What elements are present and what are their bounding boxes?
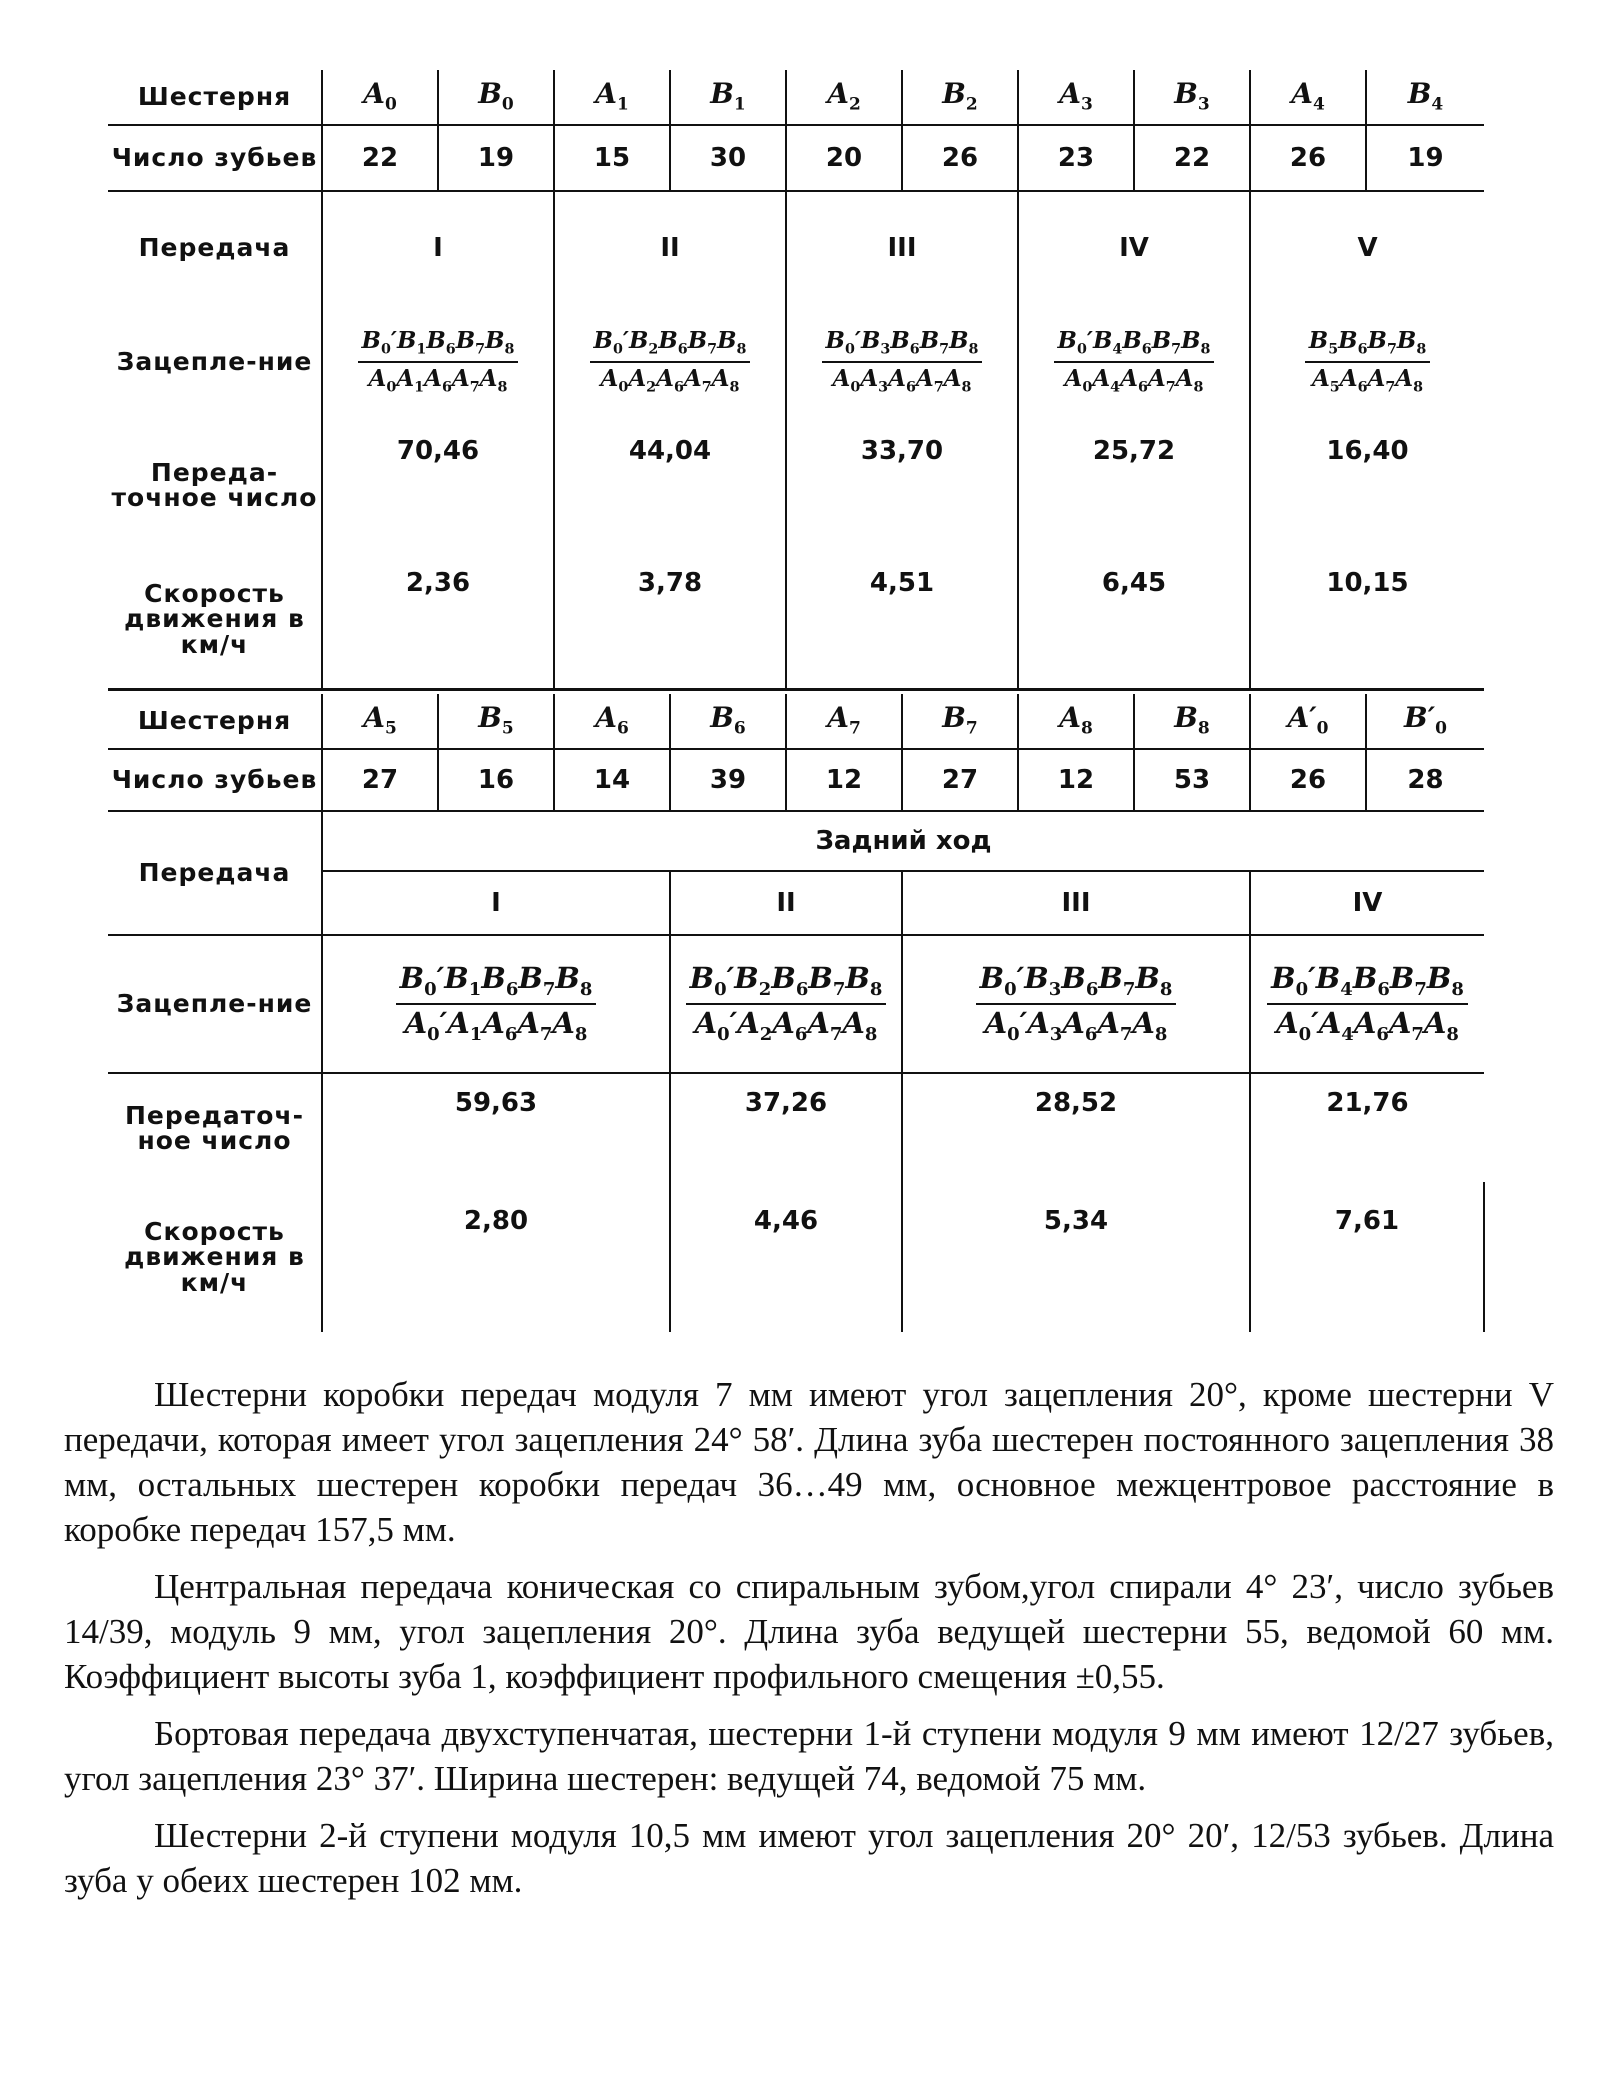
stage-cell: V bbox=[1250, 191, 1484, 304]
teeth-row bbox=[108, 749, 1484, 811]
mesh-row bbox=[108, 935, 1484, 1073]
mesh-denominator: $A_0A_4A_6A_7A_8$ bbox=[1064, 365, 1204, 396]
row-label-mesh: Зацепле-ние bbox=[108, 935, 322, 1073]
mesh-denominator: $A_0A_2A_6A_7A_8$ bbox=[600, 365, 740, 396]
mesh-denominator: $A_0A_3A_6A_7A_8$ bbox=[832, 365, 972, 396]
gear-cell: $B_1$ bbox=[670, 70, 786, 125]
stage-cell: III bbox=[786, 191, 1018, 304]
teeth-cell: 19 bbox=[1366, 125, 1484, 191]
speed-cell: 4,46 bbox=[670, 1182, 902, 1332]
mesh-cell bbox=[554, 304, 786, 420]
speed-cell: 6,45 bbox=[1018, 550, 1250, 688]
gear-table-reverse bbox=[108, 694, 1485, 1332]
gear-cell: $A_7$ bbox=[786, 694, 902, 749]
speed-cell: 2,36 bbox=[322, 550, 554, 688]
stage-cell: IV bbox=[1250, 871, 1484, 935]
mesh-numerator: $B_5B_6B_7B_8$ bbox=[1305, 329, 1431, 363]
row-label-speed: Скорость движения в км/ч bbox=[124, 578, 305, 659]
reverse-label: Задний ход bbox=[322, 811, 1484, 871]
paragraph: Шестерни коробки передач модуля 7 мм имеют угол зацепления 20°, кроме шестерни V передачи, которая имеет угол зацепления 24° 58′. Длина зуба шестерен постоянного зацепления 38 мм, остальных шестерен коробки передач 36…49 мм, основное межцентровое расстояние в коробке передач 157,5 мм. bbox=[64, 1375, 1554, 1549]
teeth-cell: 39 bbox=[670, 749, 786, 811]
teeth-cell: 26 bbox=[1250, 125, 1366, 191]
gear-cell: $A_1$ bbox=[554, 70, 670, 125]
stage-cell: II bbox=[670, 871, 902, 935]
row-label-teeth: Число зубьев bbox=[108, 749, 322, 811]
gear-cell: $A'_0$ bbox=[1250, 694, 1366, 749]
teeth-cell: 19 bbox=[438, 125, 554, 191]
mesh-numerator: $B_0'B_4B_6B_7B_8$ bbox=[1267, 964, 1468, 1005]
row-label-ratio: Передаточ-ное число bbox=[108, 1073, 322, 1182]
stage-cell: IV bbox=[1018, 191, 1250, 304]
mesh-cell bbox=[1250, 935, 1484, 1073]
mesh-cell bbox=[322, 304, 554, 420]
row-label-speed: Скорость движения в км/ч bbox=[124, 1216, 305, 1297]
ratio-cell: 33,70 bbox=[786, 420, 1018, 550]
gear-cell: $A_5$ bbox=[322, 694, 438, 749]
mesh-cell bbox=[902, 935, 1250, 1073]
mesh-cell bbox=[1018, 304, 1250, 420]
speed-row bbox=[108, 1182, 1484, 1332]
paragraph: Центральная передача коническая со спиральным зубом,угол спирали 4° 23′, число зубьев 14/39, модуль 9 мм, угол зацепления 20°. Длина зуба ведущей шестерни 55, ведомой 60 мм. Коэффициент высоты зуба 1, коэффициент профильного смещения ±0,55. bbox=[64, 1567, 1554, 1696]
mesh-denominator: $A_0'A_3A_6A_7A_8$ bbox=[984, 1006, 1168, 1045]
ratio-cell: 16,40 bbox=[1250, 420, 1484, 550]
teeth-row bbox=[108, 125, 1484, 191]
row-label-stage: Передача bbox=[108, 811, 322, 935]
gear-cell: $B_0$ bbox=[438, 70, 554, 125]
gear-cell: $A_0$ bbox=[322, 70, 438, 125]
teeth-cell: 53 bbox=[1134, 749, 1250, 811]
gear-cell: $B'_0$ bbox=[1366, 694, 1484, 749]
teeth-cell: 12 bbox=[786, 749, 902, 811]
mesh-cell bbox=[1250, 304, 1484, 420]
stage-cell: I bbox=[322, 191, 554, 304]
gear-cell: $B_7$ bbox=[902, 694, 1018, 749]
gear-cell: $A_3$ bbox=[1018, 70, 1134, 125]
mesh-denominator: $A_0A_1A_6A_7A_8$ bbox=[368, 365, 508, 396]
gear-cell: $B_6$ bbox=[670, 694, 786, 749]
reverse-header-row bbox=[108, 811, 1484, 871]
ratio-cell: 25,72 bbox=[1018, 420, 1250, 550]
teeth-cell: 22 bbox=[1134, 125, 1250, 191]
teeth-cell: 28 bbox=[1366, 749, 1484, 811]
teeth-cell: 27 bbox=[322, 749, 438, 811]
ratio-cell: 37,26 bbox=[670, 1073, 902, 1182]
teeth-cell: 12 bbox=[1018, 749, 1134, 811]
mesh-numerator: $B_0'B_4B_6B_7B_8$ bbox=[1054, 329, 1215, 363]
mesh-cell bbox=[322, 935, 670, 1073]
gear-cell: $B_2$ bbox=[902, 70, 1018, 125]
gear-cell: $B_4$ bbox=[1366, 70, 1484, 125]
mesh-row bbox=[108, 304, 1484, 420]
teeth-cell: 23 bbox=[1018, 125, 1134, 191]
teeth-cell: 26 bbox=[1250, 749, 1366, 811]
gear-table-forward bbox=[108, 70, 1484, 688]
row-label-ratio: Переда-точное число bbox=[111, 457, 318, 512]
teeth-cell: 26 bbox=[902, 125, 1018, 191]
paragraph: Шестерни 2-й ступени модуля 10,5 мм имеют угол зацепления 20° 20′, 12/53 зубьев. Длина зуба у обеих шестерен 102 мм. bbox=[64, 1816, 1554, 1900]
gear-cell: $A_2$ bbox=[786, 70, 902, 125]
speed-cell: 4,51 bbox=[786, 550, 1018, 688]
gear-cell: $B_3$ bbox=[1134, 70, 1250, 125]
stage-cell: II bbox=[554, 191, 786, 304]
row-label-stage: Передача bbox=[108, 191, 322, 304]
row-label-gear: Шестерня bbox=[137, 706, 292, 736]
mesh-denominator: $A_0'A_2A_6A_7A_8$ bbox=[694, 1006, 878, 1045]
speed-row bbox=[108, 550, 1484, 688]
ratio-cell: 28,52 bbox=[902, 1073, 1250, 1182]
ratio-cell: 70,46 bbox=[322, 420, 554, 550]
mesh-numerator: $B_0'B_1B_6B_7B_8$ bbox=[396, 964, 597, 1005]
table-divider bbox=[108, 688, 1484, 691]
mesh-numerator: $B_0'B_3B_6B_7B_8$ bbox=[976, 964, 1177, 1005]
ratio-cell: 44,04 bbox=[554, 420, 786, 550]
ratio-cell: 59,63 bbox=[322, 1073, 670, 1182]
row-label-teeth: Число зубьев bbox=[108, 125, 322, 191]
teeth-cell: 16 bbox=[438, 749, 554, 811]
speed-cell: 2,80 bbox=[322, 1182, 670, 1332]
teeth-cell: 22 bbox=[322, 125, 438, 191]
row-label-gear: Шестерня bbox=[137, 82, 292, 112]
mesh-cell bbox=[786, 304, 1018, 420]
mesh-numerator: $B_0'B_1B_6B_7B_8$ bbox=[358, 329, 519, 363]
gear-row bbox=[108, 70, 1484, 125]
teeth-cell: 14 bbox=[554, 749, 670, 811]
stage-cell: III bbox=[902, 871, 1250, 935]
teeth-cell: 30 bbox=[670, 125, 786, 191]
ratio-row bbox=[108, 420, 1484, 550]
speed-cell: 10,15 bbox=[1250, 550, 1484, 688]
mesh-cell bbox=[670, 935, 902, 1073]
mesh-denominator: $A_0'A_4A_6A_7A_8$ bbox=[1276, 1006, 1459, 1045]
gear-cell: $A_8$ bbox=[1018, 694, 1134, 749]
row-label-mesh: Зацепле-ние bbox=[116, 347, 313, 377]
stage-cell: I bbox=[322, 871, 670, 935]
teeth-cell: 15 bbox=[554, 125, 670, 191]
gear-cell: $B_8$ bbox=[1134, 694, 1250, 749]
teeth-cell: 20 bbox=[786, 125, 902, 191]
body-text bbox=[64, 1372, 1554, 1915]
mesh-denominator: $A_0'A_1A_6A_7A_8$ bbox=[404, 1006, 588, 1045]
mesh-numerator: $B_0'B_2B_6B_7B_8$ bbox=[590, 329, 751, 363]
mesh-numerator: $B_0'B_2B_6B_7B_8$ bbox=[686, 964, 887, 1005]
ratio-row bbox=[108, 1073, 1484, 1182]
speed-cell: 3,78 bbox=[554, 550, 786, 688]
mesh-numerator: $B_0'B_3B_6B_7B_8$ bbox=[822, 329, 983, 363]
teeth-cell: 27 bbox=[902, 749, 1018, 811]
gear-cell: $A_6$ bbox=[554, 694, 670, 749]
speed-cell: 5,34 bbox=[902, 1182, 1250, 1332]
gear-cell: $A_4$ bbox=[1250, 70, 1366, 125]
stage-row bbox=[108, 191, 1484, 304]
gear-row bbox=[108, 694, 1484, 749]
gear-cell: $B_5$ bbox=[438, 694, 554, 749]
speed-cell: 7,61 bbox=[1250, 1182, 1484, 1332]
paragraph: Бортовая передача двухступенчатая, шестерни 1-й ступени модуля 9 мм имеют 12/27 зубьев, угол зацепления 23° 37′. Ширина шестерен: ведущей 74, ведомой 75 мм. bbox=[64, 1714, 1554, 1798]
ratio-cell: 21,76 bbox=[1250, 1073, 1484, 1182]
mesh-denominator: $A_5A_6A_7A_8$ bbox=[1311, 365, 1424, 396]
